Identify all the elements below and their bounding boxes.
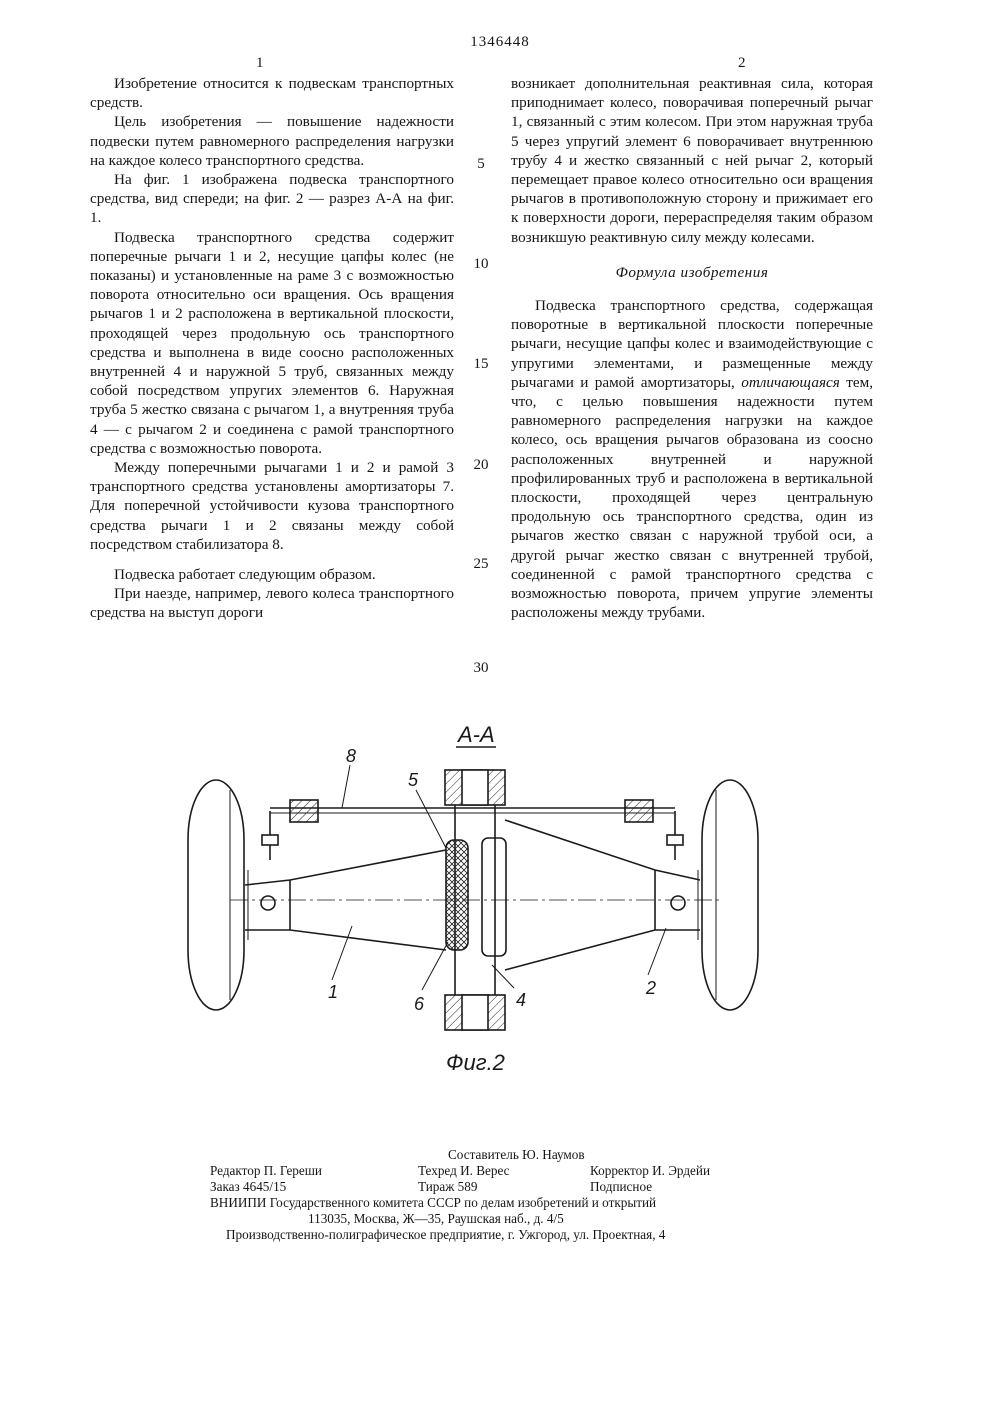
org-line-3: Производственно-полиграфическое предприятие, г. Ужгород, ул. Проектная, 4 [226,1227,666,1242]
line-number: 25 [473,556,489,572]
label-2: 2 [646,978,657,998]
compiler: Составитель Ю. Наумов [448,1147,585,1162]
suspension-drawing [170,720,780,1090]
arm-1-pivot [261,896,275,910]
column-number-1: 1 [256,55,264,71]
label-5: 5 [408,770,419,790]
claim-text-after: тем, что, с целью повышения надежности путем равномерного распределения нагрузки на каждое колесо, ось вращения рычагов образована из соосно расположенных внутренней и наружной профилированных труб и расположена в вертикальной плоскости, проходящей через центральную продольную ось транспортного средства, один из рычагов жестко связан с наружной трубой оси, а другой рычаг жестко связан с внутренней трубой, соединенной с рамой транспортного средства с возможностью поворота, причем упругие элементы расположены между трубами. [511,373,874,622]
paragraph-purpose: Цель изобретения — повышение надежности подвески путем равномерного распределения нагрузки на каждое колесо транспортного средства. [90,113,454,169]
lower-tube-bore [462,995,488,1030]
left-column [90,74,454,623]
arm-2-lower [505,930,700,970]
upper-tube-bore [462,770,488,805]
left-wheel [188,780,244,1010]
label-4: 4 [516,990,527,1010]
claim-distinguishing-word: отличающаяся [741,373,840,391]
imprint [200,1147,760,1243]
right-link-joint [667,835,683,845]
leader-8 [342,765,350,808]
arm-1-lower [245,930,446,950]
circulation: Тираж 589 [418,1179,478,1194]
techred: Техред И. Верес [418,1163,510,1178]
line-number: 20 [473,457,489,473]
leader-2 [648,928,666,975]
left-link-joint [262,835,278,845]
paragraph-field: Изобретение относится к подвескам транспортных средств. [90,75,454,112]
right-wheel [702,780,758,1010]
paragraph-continuation: возникает дополнительная реактивная сила, которая приподнимает колесо, поворачивая поперечный рычаг 1, связанный с этим колесом. При этом наружная труба 5 через упругий элемент 6 поворачивает внутреннюю трубу 4 и жестко связанный с ней рычаг 2, который перемещает правое колесо относительно оси вращения рычагов в противоположную сторону и прижимает его к поверхности дороги, перераспределяя таким образом возникшую реактивную силу между колесами. [511,75,873,246]
paragraph-shock-absorbers: Между поперечными рычагами 1 и 2 и рамой 3 транспортного средства установлены амортизаторы 7. Для поперечной устойчивости кузова транспортного средства рычаги 1 и 2 связаны между собой посредством стабилизатора 8. [90,459,454,553]
paragraph-example: При наезде, например, левого колеса транспортного средства на выступ дороги [90,585,454,622]
org-line-1: ВНИИПИ Государственного комитета СССР по делам изобретений и открытий [210,1195,657,1210]
editor: Редактор П. Гереши [210,1163,322,1178]
right-column [511,74,873,622]
line-number: 5 [477,156,485,172]
formula-title: Формула изобретения [615,263,769,281]
claim-paragraph [511,296,873,622]
label-1: 1 [328,982,339,1002]
org-line-2: 113035, Москва, Ж—35, Раушская наб., д. 4/5 [308,1211,564,1226]
paragraph-figures: На фиг. 1 изображена подвеска транспортного средства, вид спереди; на фиг. 2 — разрез А-А на фиг. 1. [90,171,454,227]
left-stabilizer-bushing [290,800,318,822]
line-number: 30 [473,660,489,676]
paragraph-operation: Подвеска работает следующим образом. [114,566,376,584]
leader-1 [332,926,352,980]
arm-1-upper [245,850,446,885]
leader-5 [416,790,446,848]
right-stabilizer-bushing [625,800,653,822]
paragraph-description: Подвеска транспортного средства содержит поперечные рычаги 1 и 2, несущие цапфы колес (не показаны) и установленные на раме 3 с возможностью поворота относительно оси вращения. Ось вращения рычагов 1 и 2 расположена в вертикальной плоскости, проходящей через продольную ось транспортного средства и выполнена в виде соосно расположенных внутренней 4 и наружной 5 труб, связанных между собой посредством упругих элементов 6. Наружная труба 5 жестко связана с рычагом 1, а внутренняя труба 4 — с рычагом 2 и соединена с рамой транспортного средства с возможностью поворота. [90,228,454,457]
arm-2-upper [505,820,700,880]
patent-number: 1346448 [470,34,530,50]
label-6: 6 [414,994,425,1014]
figure-caption: Фиг.2 [446,1050,505,1075]
claim-text-before: Подвеска транспортного средства, содержащая поворотные в вертикальной плоскости поперечные рычаги, несущие цапфы колес и взаимодействующие с упругими элементами, и размещенные между рычагами и рамой амортизаторы, [511,297,873,391]
elastic-element [446,840,468,950]
inner-tube-profile [482,838,506,956]
corrector: Корректор И. Эрдейи [590,1163,710,1178]
line-number: 10 [473,256,489,272]
subscription: Подписное [590,1179,653,1194]
order: Заказ 4645/15 [210,1179,287,1194]
column-number-2: 2 [738,55,746,71]
section-label: А-А [458,722,495,747]
label-8: 8 [346,746,357,766]
arm-2-pivot [671,896,685,910]
line-number: 15 [473,356,489,372]
figure-2 [170,720,780,1090]
